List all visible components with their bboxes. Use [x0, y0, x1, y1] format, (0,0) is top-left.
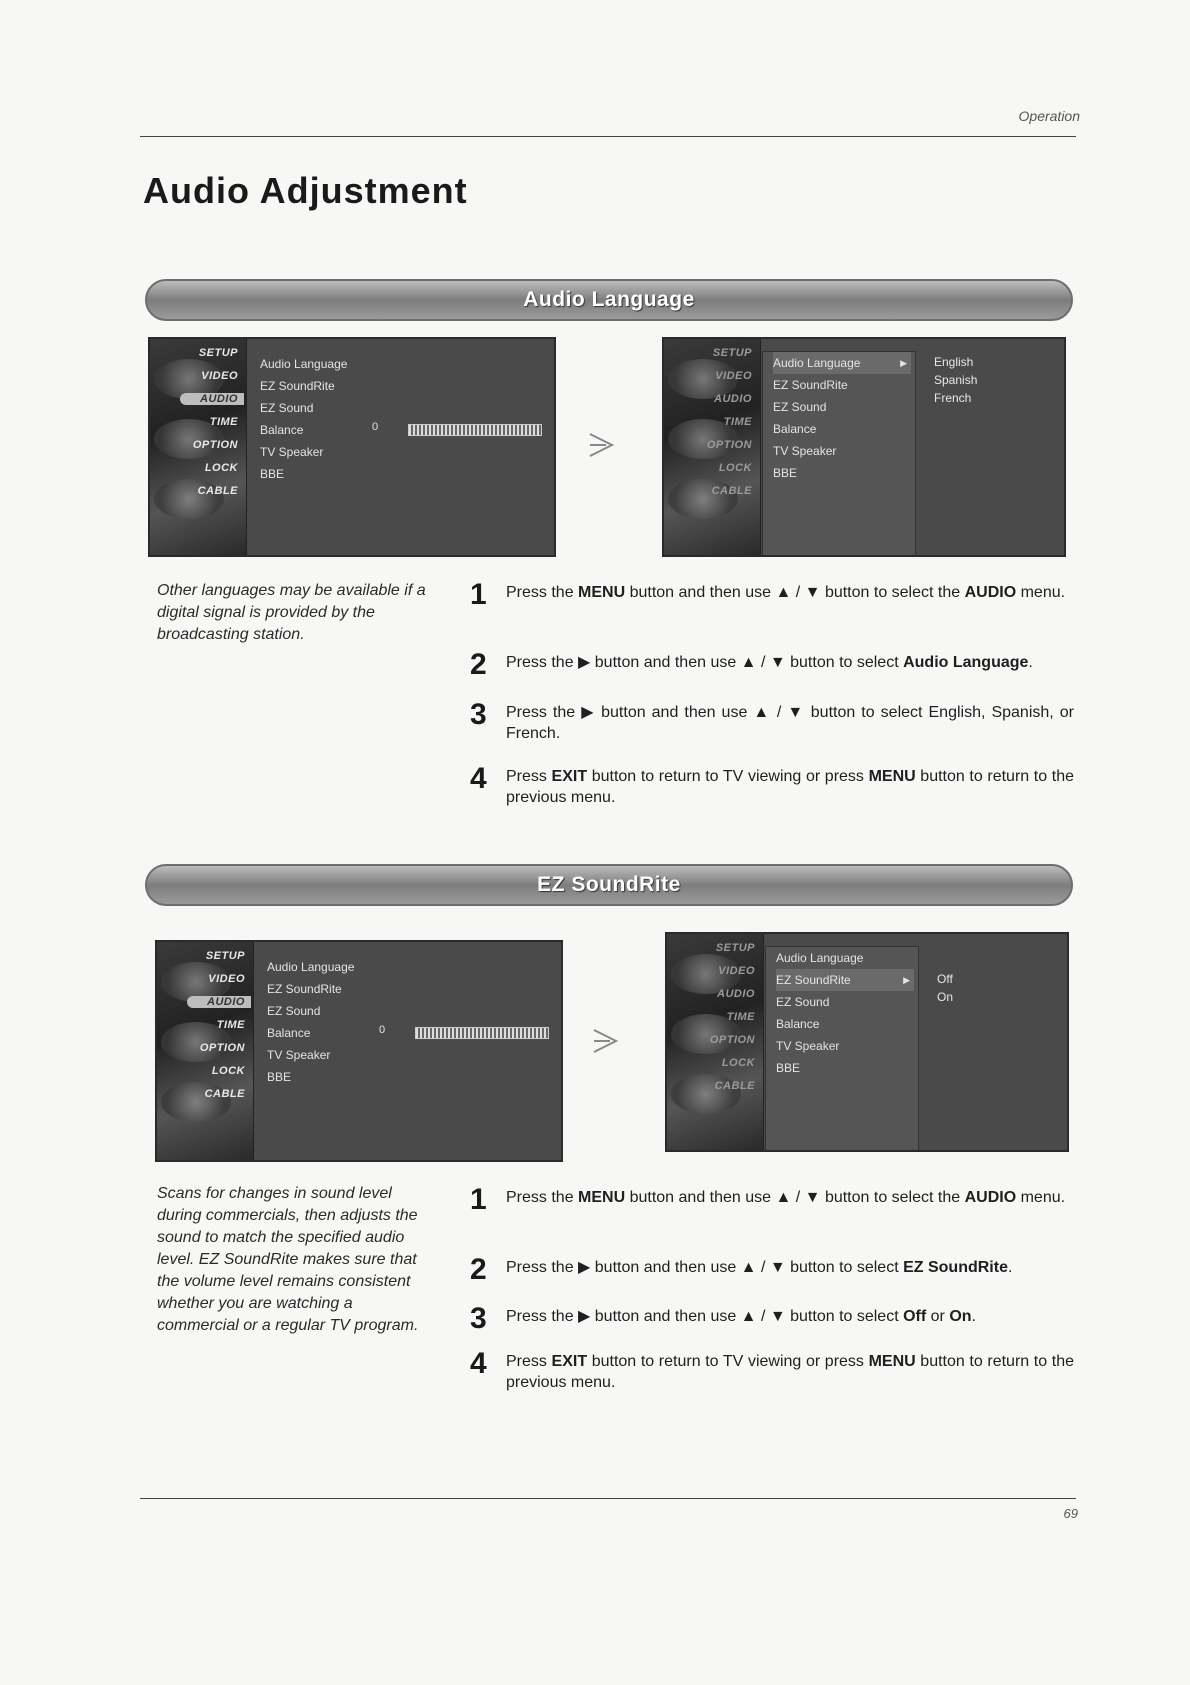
step-text: Press the ▶ button and then use ▲ / ▼ button to select EZ SoundRite.	[506, 1259, 1013, 1276]
osd-item: EZ Sound	[773, 400, 827, 414]
step-number: 4	[470, 762, 487, 795]
section-band-audio-language	[145, 279, 1073, 321]
osd-cat-setup: SETUP	[715, 942, 755, 954]
osd-item-list	[260, 353, 347, 485]
osd-cat-video: VIDEO	[201, 370, 238, 382]
osd-item: TV Speaker	[260, 445, 324, 459]
band-title: Audio Language	[523, 288, 695, 311]
page-title: Audio Adjustment	[143, 170, 468, 211]
osd-category-sidebar	[667, 934, 764, 1150]
step-text: Press the MENU button and then use ▲ / ▼ button to select the AUDIO menu.	[506, 584, 1066, 601]
option-french: French	[934, 391, 972, 405]
submenu-arrow-icon: ▶	[903, 975, 910, 985]
osd-item: Balance	[773, 422, 817, 436]
note-text: Scans for changes in sound level during commercials, then adjusts the sound to match the specified audio level. EZ SoundRite makes sure that the volume level remains consistent whether you are watching a commercial or a regular TV program.	[157, 1185, 419, 1334]
osd-category-sidebar	[150, 339, 247, 555]
page-number: 69	[1063, 1506, 1078, 1521]
option-spanish: Spanish	[934, 373, 978, 387]
osd-item-panel	[762, 351, 916, 557]
osd-item: Audio Language	[267, 960, 355, 974]
osd-screen-audio-menu	[155, 940, 563, 1162]
step-number: 3	[470, 1302, 487, 1335]
balance-value: 0	[379, 1024, 386, 1036]
osd-item: TV Speaker	[773, 444, 837, 458]
osd-cat-video: VIDEO	[718, 965, 755, 977]
osd-cat-lock: LOCK	[204, 462, 238, 474]
step-text: Press EXIT button to return to TV viewing or press MENU button to return to the previous menu.	[506, 1353, 1075, 1391]
transition-arrow-icon	[586, 430, 616, 460]
note-text: Other languages may be available if a digital signal is provided by the broadcasting station.	[157, 582, 426, 643]
osd-item-list	[267, 956, 354, 1088]
osd-cat-video: VIDEO	[715, 370, 752, 382]
osd-cat-cable: CABLE	[711, 485, 752, 497]
osd-cat-time: TIME	[216, 1019, 245, 1031]
osd-cat-setup: SETUP	[198, 347, 238, 359]
osd-cat-option: OPTION	[192, 439, 238, 451]
osd-item: EZ SoundRite	[260, 379, 335, 393]
transition-arrow-icon	[590, 1026, 620, 1056]
osd-cat-audio: AUDIO	[717, 988, 755, 1000]
osd-cat-option: OPTION	[199, 1042, 245, 1054]
step-number: 4	[470, 1347, 487, 1380]
osd-cat-time: TIME	[209, 416, 238, 428]
band-title: EZ SoundRite	[537, 873, 681, 896]
osd-cat-lock: LOCK	[211, 1065, 245, 1077]
step-text: Press EXIT button to return to TV viewing or press MENU button to return to the previous menu.	[506, 768, 1075, 806]
osd-item: EZ Sound	[776, 995, 830, 1009]
osd-screen-ez-soundrite-submenu	[665, 932, 1069, 1152]
osd-cat-cable: CABLE	[204, 1088, 245, 1100]
osd-item: BBE	[776, 1061, 801, 1075]
osd-item: TV Speaker	[776, 1039, 840, 1053]
option-off: Off	[937, 972, 953, 986]
osd-item: EZ Sound	[267, 1004, 321, 1018]
header-rule	[140, 136, 1076, 137]
step-number: 1	[470, 578, 487, 611]
osd-cat-cable: CABLE	[714, 1080, 755, 1092]
osd-item: Balance	[776, 1017, 820, 1031]
osd-cat-lock: LOCK	[718, 462, 752, 474]
osd-item: Balance	[260, 423, 304, 437]
osd-cat-cable: CABLE	[197, 485, 238, 497]
language-options	[934, 353, 977, 407]
footer-rule	[140, 1498, 1076, 1499]
osd-cat-audio: AUDIO	[714, 393, 752, 405]
osd-item-selected: Audio Language ▶	[773, 352, 911, 374]
step-text: Press the MENU button and then use ▲ / ▼ button to select the AUDIO menu.	[506, 1189, 1066, 1206]
osd-item: EZ SoundRite	[267, 982, 342, 996]
option-english: English	[934, 355, 974, 369]
osd-item: BBE	[267, 1070, 292, 1084]
osd-item: Audio Language	[260, 357, 348, 371]
option-on: On	[937, 990, 954, 1004]
soundrite-options	[937, 970, 953, 1006]
osd-cat-setup: SETUP	[205, 950, 245, 962]
section-label: Operation	[1018, 108, 1080, 124]
balance-slider	[408, 424, 542, 436]
osd-item-panel	[765, 946, 919, 1152]
osd-cat-time: TIME	[726, 1011, 755, 1023]
osd-item: BBE	[773, 466, 798, 480]
osd-cat-option: OPTION	[709, 1034, 755, 1046]
step-number: 2	[470, 648, 487, 681]
osd-item: TV Speaker	[267, 1048, 331, 1062]
step-text: Press the ▶ button and then use ▲ / ▼ button to select Audio Language.	[506, 654, 1033, 671]
osd-item-selected: EZ SoundRite ▶	[776, 969, 914, 991]
step-text: Press the ▶ button and then use ▲ / ▼ button to select English, Spanish, or French.	[506, 704, 1074, 742]
osd-item: BBE	[260, 467, 285, 481]
osd-cat-option: OPTION	[706, 439, 752, 451]
osd-item: EZ Sound	[260, 401, 314, 415]
osd-category-sidebar	[664, 339, 761, 555]
osd-cat-setup: SETUP	[712, 347, 752, 359]
osd-item: EZ SoundRite	[773, 378, 848, 392]
section-band-ez-soundrite	[145, 864, 1073, 906]
osd-cat-time: TIME	[723, 416, 752, 428]
submenu-arrow-icon: ▶	[900, 358, 907, 368]
osd-cat-audio: AUDIO	[180, 393, 244, 405]
osd-screen-audio-menu	[148, 337, 556, 557]
osd-category-sidebar	[157, 942, 254, 1160]
osd-screen-audio-language-submenu	[662, 337, 1066, 557]
osd-cat-lock: LOCK	[721, 1057, 755, 1069]
step-number: 3	[470, 698, 487, 731]
balance-value: 0	[372, 421, 379, 433]
osd-item: Balance	[267, 1026, 311, 1040]
step-number: 2	[470, 1253, 487, 1286]
osd-cat-audio: AUDIO	[187, 996, 251, 1008]
step-number: 1	[470, 1183, 487, 1216]
balance-slider	[415, 1027, 549, 1039]
osd-cat-video: VIDEO	[208, 973, 245, 985]
step-text: Press the ▶ button and then use ▲ / ▼ button to select Off or On.	[506, 1308, 976, 1325]
osd-item: Audio Language	[776, 951, 864, 965]
